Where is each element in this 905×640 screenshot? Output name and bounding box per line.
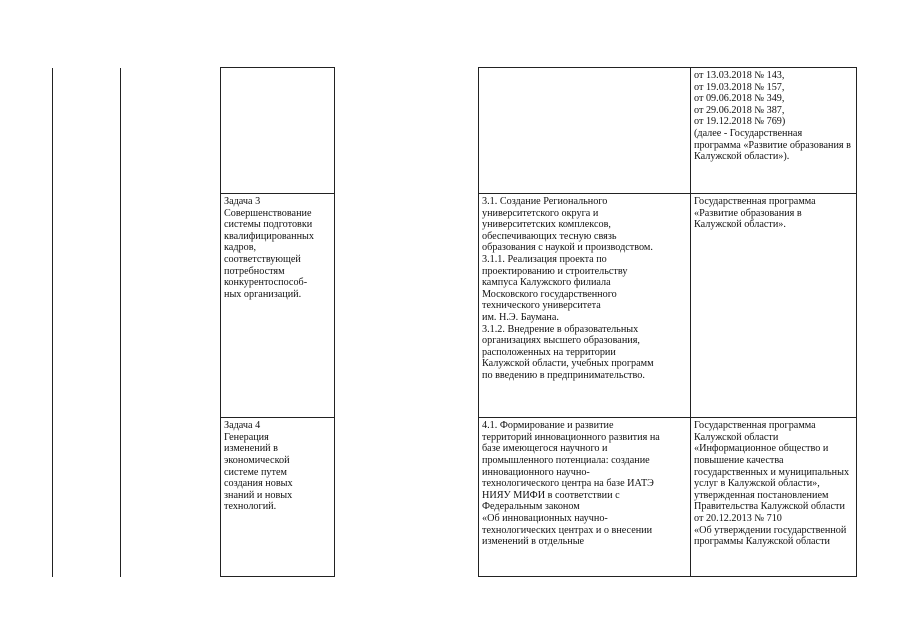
task-text-line: технологий. <box>224 501 277 513</box>
measure-text-line: изменений в отдельные <box>482 536 585 548</box>
task-text-line: Задача 3 <box>224 195 261 207</box>
measure-text-line: промышленного потенциала: создание <box>482 455 650 467</box>
program-text-line: (далее - Государственная <box>694 127 803 139</box>
program-text-line: программа «Развитие образования в <box>694 139 851 151</box>
table-cell-col2 <box>121 68 221 577</box>
measure-text-line: расположенных на территории <box>482 346 616 358</box>
program-text-line: от 13.03.2018 № 143, <box>694 70 785 81</box>
measure-text-line: проектированию и строительству <box>482 265 628 277</box>
measure-text-line: университетского округа и <box>482 207 599 219</box>
program-text-line: от 19.12.2018 № 769) <box>694 116 786 128</box>
table-cell-task <box>221 68 335 194</box>
table-cell-measures <box>479 418 691 577</box>
measure-text-line: технологических центрах и о внесении <box>482 524 653 536</box>
table-cell-measures <box>479 193 691 417</box>
measure-text-line: территорий инновационного развития на <box>482 431 660 443</box>
measure-text-line: Калужской области, учебных программ <box>482 358 654 370</box>
measure-text-line: инновационного научно- <box>482 466 590 478</box>
task-text-line: знаний и новых <box>224 489 293 501</box>
program-text-line: повышение качества <box>694 455 784 467</box>
program-text-line: «Информационное общество и <box>694 443 829 455</box>
program-text-line: Государственная программа <box>694 195 816 207</box>
measure-text-line: 4.1. Формирование и развитие <box>482 420 614 432</box>
program-text-line: программы Калужской области <box>694 536 830 548</box>
program-text-line: от 29.06.2018 № 387, <box>694 104 785 116</box>
program-text-line: услуг в Калужской области», <box>694 478 820 490</box>
measure-text-line: кампуса Калужского филиала <box>482 277 611 289</box>
task-text-line: потребностям <box>224 265 285 277</box>
program-text-line: государственных и муниципальных <box>694 466 850 478</box>
task-text-line: ных организаций. <box>224 288 302 300</box>
task-text-line: конкурентоспособ- <box>224 277 308 289</box>
table-cell-col1 <box>53 68 121 577</box>
measure-text-line: «Об инновационных научно- <box>482 513 608 524</box>
table-cell-program <box>691 68 857 194</box>
measure-text-line: 3.1.2. Внедрение в образовательных <box>482 323 639 335</box>
task-text-line: создания новых <box>224 478 293 490</box>
task-text-line: системе путем <box>224 466 287 478</box>
task-text-line: экономической <box>224 455 290 467</box>
task-text-line: Генерация <box>224 431 269 443</box>
table-cell-measures <box>479 68 691 194</box>
measure-text-line: им. Н.Э. Баумана. <box>482 311 559 323</box>
task-text-line: системы подготовки <box>224 219 313 231</box>
measure-text-line: образования с наукой и производством. <box>482 242 653 254</box>
task-text-line: квалифицированных <box>224 230 314 242</box>
document-table <box>52 67 857 577</box>
task-text-line: Совершенствование <box>224 207 312 219</box>
table-cell-col4 <box>335 68 479 577</box>
measure-text-line: 3.1.1. Реализация проекта по <box>482 253 607 265</box>
program-text-line: утвержденная постановлением <box>694 489 829 501</box>
measure-text-line: Федеральным законом <box>482 501 580 513</box>
program-text-line: Государственная программа <box>694 420 816 432</box>
program-text-line: «Развитие образования в <box>694 207 802 219</box>
measure-text-line: базе имеющегося научного и <box>482 443 608 455</box>
program-text-line: Правительства Калужской области <box>694 501 845 513</box>
measure-text-line: Московского государственного <box>482 288 617 300</box>
measure-text-line: НИЯУ МИФИ в соответствии с <box>482 489 620 501</box>
table-cell-task <box>221 418 335 577</box>
measure-text-line: организациях высшего образования, <box>482 335 640 347</box>
table-cell-program <box>691 418 857 577</box>
table-cell-task <box>221 193 335 417</box>
program-text-line: Калужской области». <box>694 219 786 231</box>
task-text-line: изменений в <box>224 443 278 455</box>
task-text-line: кадров, <box>224 242 257 254</box>
measure-text-line: университетских комплексов, <box>482 219 611 231</box>
task-text-line: Задача 4 <box>224 420 261 432</box>
program-text-line: от 20.12.2013 № 710 <box>694 513 782 524</box>
measure-text-line: технологического центра на базе ИАТЭ <box>482 478 654 490</box>
measure-text-line: обеспечивающих тесную связь <box>482 230 617 242</box>
program-text-line: от 09.06.2018 № 349, <box>694 93 785 105</box>
table-row <box>53 68 857 194</box>
measure-text-line: 3.1. Создание Регионального <box>482 195 608 207</box>
program-text-line: от 19.03.2018 № 157, <box>694 81 785 93</box>
program-text-line: Калужской области»). <box>694 151 790 163</box>
measure-text-line: по введению в предпринимательство. <box>482 369 645 381</box>
program-text-line: Калужской области <box>694 431 779 443</box>
program-text-line: «Об утверждении государственной <box>694 524 847 536</box>
task-text-line: соответствующей <box>224 253 301 265</box>
measure-text-line: технического университета <box>482 300 601 312</box>
table-cell-program <box>691 193 857 417</box>
